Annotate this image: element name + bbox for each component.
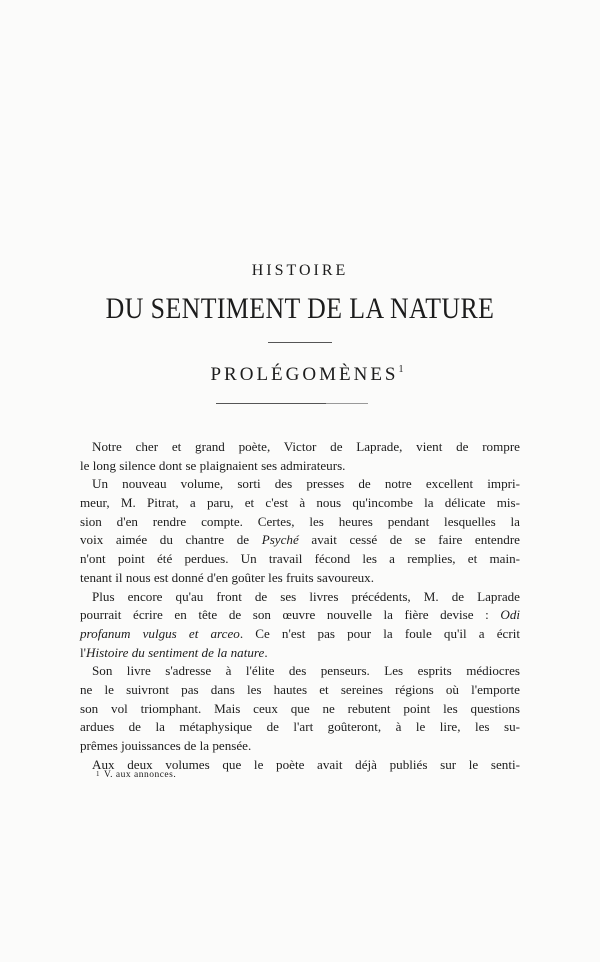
text-segment: Notre cher et grand poète, Victor de Laprade, vient de rompre	[92, 439, 520, 454]
text-segment: voix aimée du chantre de	[80, 532, 262, 548]
text-line	[80, 531, 520, 550]
text-line	[80, 438, 520, 457]
footnote-mark: 1	[96, 770, 100, 778]
title-divider	[268, 342, 332, 343]
text-line	[80, 700, 520, 719]
text-segment: Un nouveau volume, sorti des presses de notre excellent impri-	[92, 476, 520, 492]
italic-text: profanum vulgus et arceo	[80, 625, 240, 641]
text-segment: Son livre s'adresse à l'élite des penseurs. Les esprits médiocres	[92, 663, 520, 679]
body-text	[80, 438, 520, 774]
text-line	[80, 550, 520, 569]
text-segment: son vol triomphant. Mais ceux que ne rebutent point les questions	[80, 700, 520, 716]
footnote	[96, 770, 176, 780]
text-line	[80, 513, 520, 532]
text-segment: le long silence dont se plaignaient ses admirateurs.	[80, 457, 346, 473]
text-segment: Aux deux volumes que le poète avait déjà publiés sur le senti-	[92, 756, 520, 772]
text-line	[80, 737, 520, 756]
text-segment: Plus encore qu'au front de ses livres précédents, M. de Laprade	[92, 588, 520, 604]
text-line	[80, 494, 520, 513]
text-segment: pourrait écrire en tête de son œuvre nouvelle la fière devise :	[80, 607, 501, 623]
text-segment: . Ce n'est pas pour la foule qu'il a écrit	[239, 625, 520, 641]
italic-text: Histoire du sentiment de la nature	[86, 644, 265, 660]
text-line	[80, 475, 520, 494]
italic-text: Odi	[500, 607, 520, 623]
text-segment: ne le suivront pas dans les hautes et sereines régions où l'emporte	[80, 681, 520, 697]
text-line	[80, 662, 520, 681]
section-divider-faint	[326, 403, 368, 404]
text-segment: meur, M. Pitrat, a paru, et c'est à nous qu'incombe la délicate mis-	[80, 495, 520, 511]
text-segment: prêmes jouissances de la pensée.	[80, 738, 252, 753]
text-line	[80, 718, 520, 737]
text-segment: n'ont point été perdues. Un travail fécond les a remplies, et main-	[80, 551, 520, 567]
text-segment: sion d'en rendre compte. Certes, les heures pendant lesquelles la	[80, 513, 520, 529]
text-line	[80, 644, 520, 663]
text-line	[80, 588, 520, 607]
text-segment: l'	[80, 644, 86, 660]
section-divider	[216, 403, 326, 404]
italic-text: Psyché	[261, 532, 299, 548]
text-line	[80, 457, 520, 476]
title-line-sentiment: DU SENTIMENT DE LA NATURE	[105, 292, 495, 325]
text-line	[80, 569, 520, 588]
text-segment: tenant il nous est donné d'en goûter les fruits savoureux.	[80, 569, 374, 585]
text-segment: avait cessé de se faire entendre	[298, 532, 520, 548]
text-line	[80, 681, 520, 700]
footnote-text: V. aux annonces.	[104, 770, 177, 780]
text-line	[80, 606, 520, 625]
text-line	[80, 625, 520, 644]
section-title	[0, 364, 600, 386]
title-line-histoire: HISTOIRE	[251, 262, 349, 279]
text-segment: ardues de la métaphysique de l'art goûteront, à le lire, les su-	[80, 719, 520, 735]
footnote-reference: 1	[398, 364, 404, 375]
section-title-text: PROLÉGOMÈNES	[210, 364, 399, 385]
text-segment: .	[264, 644, 268, 660]
